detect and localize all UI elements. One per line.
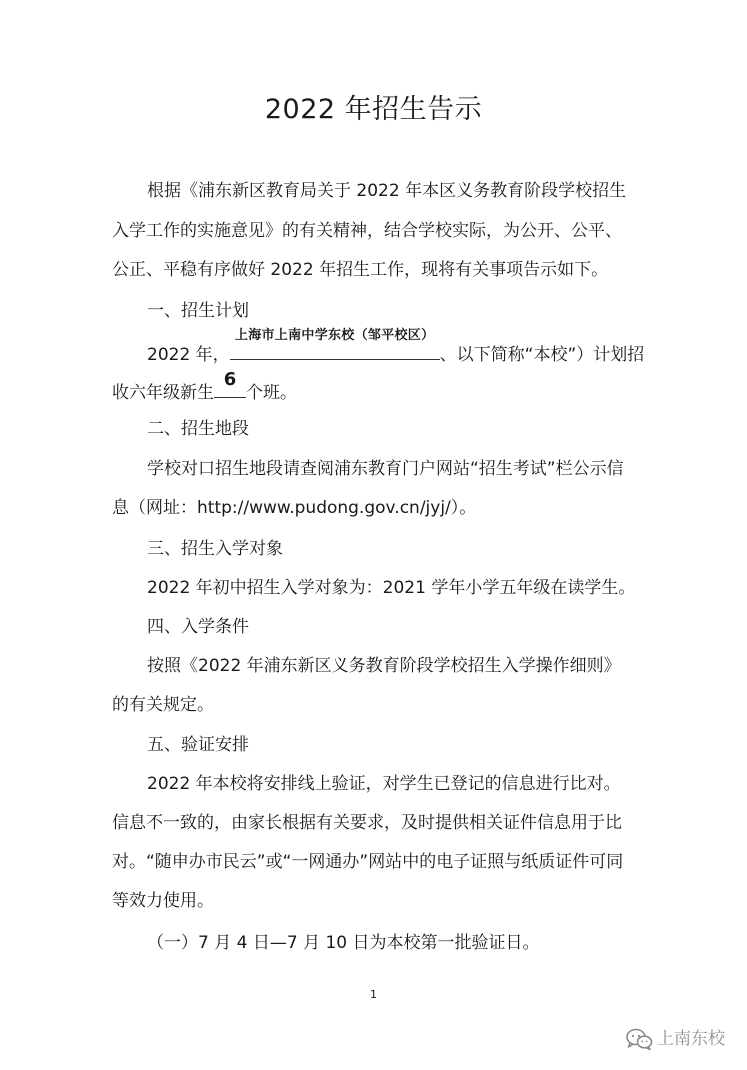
section-heading-target: 三、招生入学对象	[147, 539, 283, 559]
plan-middle: 、以下简称“本校”）计划招	[439, 345, 645, 365]
page-number: 1	[370, 988, 377, 1001]
verification-line-4: 等效力使用。	[112, 891, 214, 911]
intro-line-1: 根据《浦东新区教育局关于 2022 年本区义务教育阶段学校招生	[147, 181, 627, 201]
conditions-line-1: 按照《2022 年浦东新区义务教育阶段学校招生入学操作细则》	[147, 656, 621, 676]
conditions-line-2: 的有关规定。	[112, 695, 214, 715]
intro-line-2: 入学工作的实施意见》的有关精神，结合学校实际，为公开、公平、	[112, 221, 622, 241]
plan-prefix: 2022 年，	[147, 345, 230, 365]
plan-line-1	[147, 328, 645, 368]
wechat-icon	[625, 1027, 653, 1051]
plan-line-2-suffix: 个班。	[246, 383, 297, 403]
watermark	[625, 1026, 725, 1052]
plan-line-2	[112, 369, 297, 406]
district-line-1: 学校对口招生地段请查阅浦东教育门户网站“招生考试”栏公示信	[147, 459, 624, 479]
school-name: 上海市上南中学东校（邹平校区）	[234, 328, 435, 343]
verification-line-1: 2022 年本校将安排线上验证，对学生已登记的信息进行比对。	[147, 774, 621, 794]
class-count-blank	[214, 369, 246, 398]
intro-line-3: 公正、平稳有序做好 2022 年招生工作，现将有关事项告示如下。	[112, 260, 609, 280]
verification-item-1: （一）7 月 4 日—7 月 10 日为本校第一批验证日。	[147, 933, 540, 953]
verification-line-3: 对。“随申办市民云”或“一网通办”网站中的电子证照与纸质证件可同	[112, 852, 624, 872]
class-count: 6	[223, 369, 237, 390]
plan-line-2-prefix: 收六年级新生	[112, 383, 214, 403]
district-line-2: 息（网址：http://www.pudong.gov.cn/jyj/）。	[112, 498, 477, 518]
section-heading-verification: 五、验证安排	[147, 735, 249, 755]
watermark-text: 上南东校	[657, 1029, 725, 1049]
section-heading-conditions: 四、入学条件	[147, 617, 249, 637]
target-line-1: 2022 年初中招生入学对象为：2021 学年小学五年级在读学生。	[147, 578, 636, 598]
school-name-blank	[230, 328, 440, 360]
section-heading-plan: 一、招生计划	[147, 301, 249, 321]
document-title: 2022 年招生告示	[264, 94, 483, 125]
section-heading-district: 二、招生地段	[147, 419, 249, 439]
verification-line-2: 信息不一致的，由家长根据有关要求，及时提供相关证件信息用于比	[112, 813, 622, 833]
